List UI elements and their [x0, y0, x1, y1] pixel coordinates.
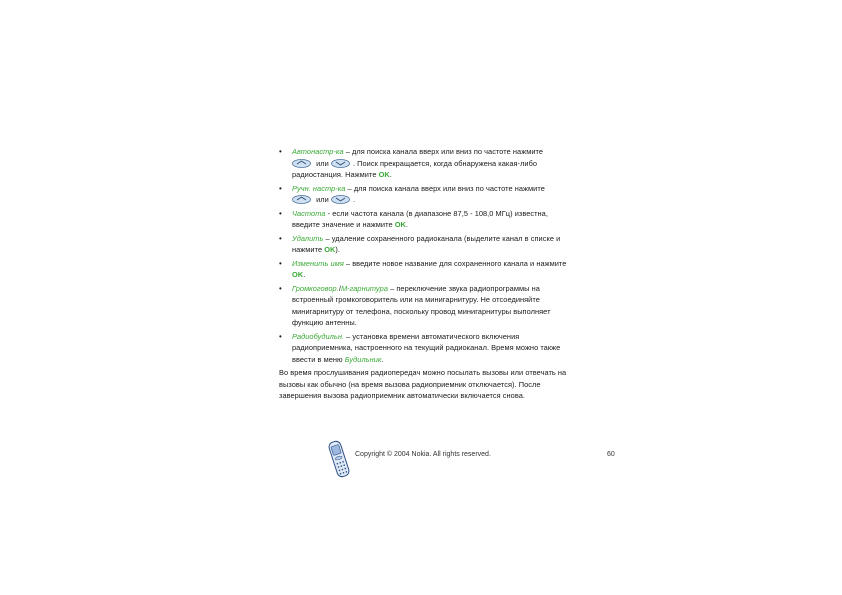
body-paragraph: Во время прослушивания радиопередач можно посылать вызовы или отвечать на вызовы как обычно (на время вызова радиоприемник отключается). После завершения вызова радиоприемник автоматически включается снова.: [279, 368, 567, 401]
option-text: – введите новое название для сохраненного канала и нажмите: [343, 258, 567, 268]
option-text-end: .: [303, 270, 306, 280]
option-text: . Поиск прекращается, когда обнаружена какая-либо радиостанция. Нажмите: [292, 158, 538, 180]
option-text: .: [352, 195, 356, 205]
option-term: Радиобудильн.: [292, 331, 345, 341]
page-number: 60: [607, 451, 615, 458]
option-text: – переключение звука радиопрограммы на встроенный громкоговоритель или на минигарнитуру. Не отсоединяйте минигарнитуру от телефона, поскольку провод минигарнитуры выполняет функцию антенны.: [292, 283, 551, 328]
option-text: – установка времени автоматического включения радиоприемника, настроенного на текущий радиоканал. Время можно также ввести в меню: [292, 331, 561, 364]
scroll-down-key-icon: [331, 195, 350, 204]
option-text-end: .: [405, 220, 409, 230]
option-term: Изменить имя: [292, 258, 344, 268]
option-text: – для поиска канала вверх или вниз по частоте нажмите: [345, 183, 545, 193]
bullet: •: [279, 331, 282, 341]
bullet: •: [279, 208, 282, 218]
option-term: Частота: [292, 208, 326, 218]
scroll-down-key-icon: [331, 159, 350, 168]
copyright-footer: Copyright © 2004 Nokia. All rights reserved.: [355, 451, 491, 458]
bullet: •: [279, 233, 282, 243]
option-text: – для поиска канала вверх или вниз по частоте нажмите: [343, 147, 544, 156]
list-item: [279, 146, 569, 181]
or-text: или: [316, 158, 329, 168]
nokia-phone-icon: [326, 439, 352, 479]
option-term: Автонастр-ка: [292, 147, 344, 156]
list-item: [279, 283, 569, 329]
ok-label: OK: [378, 170, 390, 180]
ok-label: OK: [292, 270, 304, 280]
menu-reference: Будильник: [344, 354, 382, 364]
option-term-2: М-гарнитура: [340, 283, 388, 293]
scroll-up-key-icon: [292, 159, 311, 168]
slash: /: [338, 283, 341, 293]
page-content: [279, 146, 569, 402]
list-item: [279, 233, 569, 256]
option-term: Громкоговор.: [292, 283, 339, 293]
option-text: – удаление сохраненного радиоканала (выделите канал в списке и нажмите: [292, 233, 561, 255]
option-text-end: .: [389, 170, 392, 180]
list-item: [279, 183, 569, 206]
bullet: •: [279, 147, 282, 156]
bullet: •: [279, 258, 282, 268]
option-text-end: .: [381, 354, 384, 364]
scroll-up-key-icon: [292, 195, 311, 204]
list-item: [279, 258, 569, 281]
option-term: Ручн. настр-ка: [292, 183, 346, 193]
or-text: или: [316, 195, 329, 205]
options-list: [279, 146, 569, 365]
ok-label: OK: [394, 220, 406, 230]
bullet: •: [279, 283, 282, 293]
bullet: •: [279, 183, 282, 193]
list-item: [279, 208, 569, 231]
option-text: - если частота канала (в диапазоне 87,5 - 108,0 МГц) известна, введите значение и нажмите: [292, 208, 548, 230]
option-text-end: ).: [335, 245, 341, 255]
ok-label: OK: [324, 245, 336, 255]
list-item: [279, 331, 569, 366]
option-term: Удалить: [292, 233, 324, 243]
